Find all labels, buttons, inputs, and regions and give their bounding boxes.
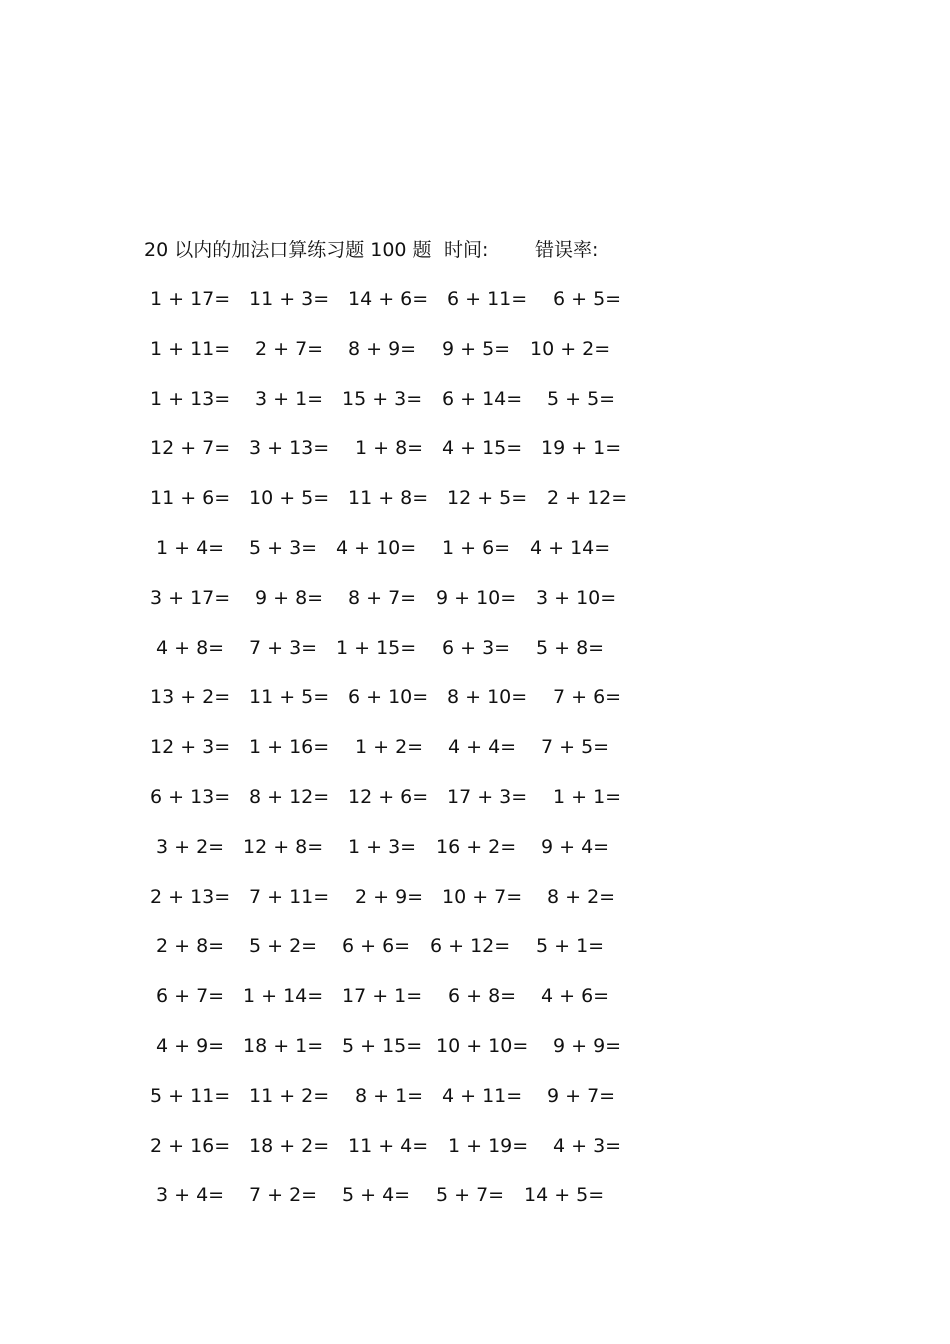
addition-problem: 7 + 2=: [249, 1184, 318, 1207]
addition-problem: 4 + 4=: [448, 736, 517, 759]
addition-problem: 6 + 7=: [156, 985, 225, 1008]
addition-problem: 6 + 6=: [342, 935, 411, 958]
addition-problem: 4 + 8=: [156, 636, 225, 659]
addition-problem: 3 + 2=: [156, 835, 225, 858]
worksheet-title: 20 以内的加法口算练习题 100 题: [144, 239, 432, 261]
addition-problem: 11 + 2=: [249, 1084, 330, 1107]
addition-problem: 3 + 1=: [255, 387, 324, 410]
addition-problem: 1 + 14=: [243, 985, 324, 1008]
addition-problem: 12 + 3=: [150, 736, 231, 759]
problem-row: [0, 1181, 950, 1209]
addition-problem: 11 + 6=: [150, 487, 231, 510]
addition-problem: 10 + 10=: [436, 1035, 529, 1057]
addition-problem: 17 + 1=: [342, 985, 423, 1008]
addition-problem: 4 + 6=: [541, 985, 610, 1008]
problem-row: [0, 982, 950, 1010]
addition-problem: 5 + 5=: [547, 387, 616, 410]
addition-problem: 4 + 15=: [442, 437, 523, 460]
addition-problem: 5 + 3=: [249, 537, 318, 559]
addition-problem: 15 + 3=: [342, 387, 423, 410]
problem-row: [0, 634, 950, 662]
problem-row: [0, 584, 950, 612]
addition-problem: 6 + 5=: [553, 288, 622, 310]
addition-problem: 19 + 1=: [541, 437, 622, 460]
problem-row: [0, 733, 950, 761]
addition-problem: 9 + 4=: [541, 835, 610, 858]
addition-problem: 1 + 6=: [442, 537, 511, 559]
addition-problem: 6 + 11=: [447, 288, 528, 310]
problem-row: [0, 335, 950, 363]
addition-problem: 6 + 13=: [150, 786, 231, 808]
addition-problem: 14 + 6=: [348, 288, 429, 310]
problem-row: [0, 434, 950, 462]
addition-problem: 12 + 8=: [243, 835, 324, 858]
problem-row: [0, 385, 950, 413]
problem-row: [0, 534, 950, 562]
addition-problem: 8 + 10=: [447, 686, 528, 709]
addition-problem: 4 + 10=: [336, 537, 417, 559]
addition-problem: 11 + 3=: [249, 288, 330, 310]
addition-problem: 1 + 3=: [348, 835, 417, 858]
addition-problem: 6 + 3=: [442, 636, 511, 659]
addition-problem: 1 + 19=: [448, 1134, 529, 1157]
addition-problem: 9 + 10=: [436, 586, 517, 609]
addition-problem: 1 + 1=: [553, 786, 622, 808]
addition-problem: 5 + 8=: [536, 636, 605, 659]
addition-problem: 7 + 3=: [249, 636, 318, 659]
addition-problem: 12 + 6=: [348, 786, 429, 808]
addition-problem: 1 + 4=: [156, 537, 225, 559]
addition-problem: 9 + 5=: [442, 337, 511, 360]
addition-problem: 3 + 4=: [156, 1184, 225, 1207]
addition-problem: 12 + 5=: [447, 487, 528, 510]
addition-problem: 5 + 11=: [150, 1084, 231, 1107]
problem-row: [0, 1082, 950, 1110]
addition-problem: 5 + 1=: [536, 935, 605, 958]
addition-problem: 2 + 16=: [150, 1134, 231, 1157]
addition-problem: 7 + 11=: [249, 885, 330, 908]
addition-problem: 11 + 5=: [249, 686, 330, 709]
addition-problem: 3 + 17=: [150, 586, 231, 609]
addition-problem: 2 + 8=: [156, 935, 225, 958]
problem-row: [0, 484, 950, 512]
addition-problem: 4 + 9=: [156, 1035, 225, 1057]
problem-row: [0, 833, 950, 861]
addition-problem: 1 + 11=: [150, 337, 231, 360]
addition-problem: 6 + 14=: [442, 387, 523, 410]
addition-problem: 1 + 15=: [336, 636, 417, 659]
addition-problem: 2 + 13=: [150, 885, 231, 908]
addition-problem: 2 + 7=: [255, 337, 324, 360]
addition-problem: 3 + 10=: [536, 586, 617, 609]
addition-problem: 6 + 8=: [448, 985, 517, 1008]
addition-problem: 8 + 2=: [547, 885, 616, 908]
addition-problem: 10 + 2=: [530, 337, 611, 360]
addition-problem: 1 + 2=: [355, 736, 424, 759]
addition-problem: 18 + 2=: [249, 1134, 330, 1157]
addition-problem: 4 + 14=: [530, 537, 611, 559]
addition-problem: 5 + 4=: [342, 1184, 411, 1207]
addition-problem: 16 + 2=: [436, 835, 517, 858]
problem-row: [0, 1032, 950, 1060]
addition-problem: 10 + 5=: [249, 487, 330, 510]
problem-row: [0, 783, 950, 811]
addition-problem: 7 + 6=: [553, 686, 622, 709]
addition-problem: 2 + 12=: [547, 487, 628, 510]
addition-problem: 11 + 4=: [348, 1134, 429, 1157]
addition-problem: 8 + 12=: [249, 786, 330, 808]
addition-problem: 1 + 8=: [355, 437, 424, 460]
addition-problem: 4 + 3=: [553, 1134, 622, 1157]
addition-problem: 13 + 2=: [150, 686, 231, 709]
addition-problem: 1 + 16=: [249, 736, 330, 759]
problem-row: [0, 285, 950, 313]
addition-problem: 6 + 10=: [348, 686, 429, 709]
addition-problem: 1 + 17=: [150, 288, 231, 310]
addition-problem: 2 + 9=: [355, 885, 424, 908]
addition-problem: 3 + 13=: [249, 437, 330, 460]
addition-problem: 1 + 13=: [150, 387, 231, 410]
problem-row: [0, 883, 950, 911]
addition-problem: 9 + 7=: [547, 1084, 616, 1107]
addition-problem: 5 + 15=: [342, 1035, 423, 1057]
addition-problem: 17 + 3=: [447, 786, 528, 808]
addition-problem: 4 + 11=: [442, 1084, 523, 1107]
problem-row: [0, 932, 950, 960]
time-label: 时间:: [444, 239, 489, 261]
addition-problem: 14 + 5=: [524, 1184, 605, 1207]
addition-problem: 9 + 8=: [255, 586, 324, 609]
problem-row: [0, 683, 950, 711]
error-rate-label: 错误率:: [535, 239, 599, 261]
addition-problem: 6 + 12=: [430, 935, 511, 958]
addition-problem: 9 + 9=: [553, 1035, 622, 1057]
addition-problem: 11 + 8=: [348, 487, 429, 510]
addition-problem: 5 + 2=: [249, 935, 318, 958]
addition-problem: 12 + 7=: [150, 437, 231, 460]
addition-problem: 8 + 7=: [348, 586, 417, 609]
addition-problem: 18 + 1=: [243, 1035, 324, 1057]
addition-problem: 8 + 1=: [355, 1084, 424, 1107]
problem-row: [0, 1132, 950, 1160]
addition-problem: 5 + 7=: [436, 1184, 505, 1207]
addition-problem: 10 + 7=: [442, 885, 523, 908]
addition-problem: 7 + 5=: [541, 736, 610, 759]
addition-problem: 8 + 9=: [348, 337, 417, 360]
